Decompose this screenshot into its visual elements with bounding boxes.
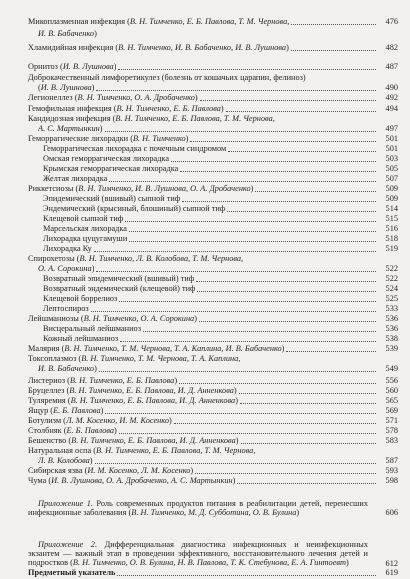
entry-title: Омская геморрагическая лихорадка (43, 154, 170, 163)
appendix-page-number: 606 (385, 508, 398, 518)
toc-entry[interactable] (0, 376, 410, 386)
entry-text (43, 334, 118, 343)
toc-entry[interactable] (0, 43, 410, 53)
dot-leader (200, 99, 376, 101)
entry-page-number: 503 (385, 154, 398, 163)
dot-leader (182, 200, 376, 202)
entry-page-number: 505 (385, 164, 398, 173)
toc-entry[interactable] (0, 476, 410, 486)
entry-close-paren: ) (113, 62, 117, 71)
entry-text (43, 224, 127, 233)
entry-title: Лихорадка Ку (43, 244, 92, 253)
toc-entry[interactable] (0, 446, 410, 456)
entry-close-paren: ) (190, 466, 194, 475)
entry-text (28, 134, 188, 143)
entry-title: Висцеральный лейшманиоз (43, 324, 141, 333)
entry-page-number: 539 (385, 344, 398, 353)
appendix-label: Приложение 1. (38, 499, 93, 508)
entry-page-number: 583 (385, 436, 398, 445)
entry-title: Токсоплазмоз ( (28, 354, 82, 363)
entry-page-number: 593 (385, 466, 398, 475)
entry-close-paren: ) (194, 93, 198, 102)
dot-leader (197, 290, 376, 292)
entry-text (28, 386, 237, 395)
entry-close-paren: ) (94, 29, 97, 38)
toc-entry[interactable] (0, 124, 410, 134)
dot-leader (129, 230, 376, 232)
entry-authors: И. В. Лушнова, О. А. Дробаченко, А. С. Мартынкин (51, 476, 233, 485)
dot-leader (105, 130, 376, 132)
entry-text (43, 294, 117, 303)
toc-entry[interactable] (0, 83, 410, 93)
entry-page-number: 549 (385, 364, 398, 373)
toc-entry[interactable] (0, 426, 410, 436)
entry-title: Кожный лейшманиоз (43, 334, 119, 343)
entry-page-number: 522 (385, 264, 398, 273)
entry-page-number: 571 (385, 416, 398, 425)
entry-authors: В. Н. Тимченко, Е. Б. Павлова (69, 376, 175, 385)
toc-entry[interactable] (0, 29, 410, 39)
entry-text (28, 376, 177, 385)
entry-close-paren: ) (281, 344, 285, 353)
entry-text (28, 93, 198, 102)
toc-entry[interactable] (0, 254, 410, 264)
dot-leader (125, 220, 376, 222)
entry-page-number: 507 (385, 174, 398, 183)
entry-authors: В. Н. Тимченко, О. А. Сорокина (83, 314, 195, 323)
entry-title: Лейшманиозы ( (28, 314, 84, 323)
entry-text (38, 456, 93, 465)
entry-text (43, 174, 107, 183)
dot-leader (195, 472, 376, 474)
toc-entry[interactable] (0, 284, 410, 294)
appendix-title: Дифференциальная диагностика инфекционных и неинфекционных экзантем — важный этап в проведении эффективного, восстановительного лечения детей и подростков ( (28, 540, 368, 568)
appendix-title: Роль современных продуктов питания в реабилитации детей, перенесших инфекционные заболевания ( (28, 499, 368, 518)
entry-title: Хламидийная инфекция ( (28, 43, 119, 52)
entry-text (28, 446, 255, 455)
entry-authors: Е. Б. Павлова (66, 426, 115, 435)
entry-page-number: 560 (385, 386, 398, 395)
entry-page-number: 487 (385, 62, 398, 71)
entry-title: Лихорадка цуцугамуши (43, 234, 128, 243)
entry-page-number: 587 (385, 456, 398, 465)
entry-title: Доброкачественный лимфоретикулез (болезнь от кошачьих царапин, фелиноз) (28, 73, 306, 82)
entry-close-paren: ) (174, 376, 178, 385)
entry-close-paren: ) (168, 416, 172, 425)
toc-entry[interactable] (0, 244, 410, 254)
entry-text (28, 436, 239, 445)
entry-title: Бруцеллез ( (28, 386, 70, 395)
toc-entry[interactable] (0, 204, 410, 214)
entry-close-paren: ) (235, 436, 239, 445)
dot-leader (171, 160, 376, 162)
entry-title: Марсельская лихорадка (43, 224, 127, 233)
entry-title: Ящур ( (28, 406, 54, 415)
entry-page-number: 516 (385, 224, 398, 233)
toc-entry[interactable] (0, 114, 410, 124)
dot-leader (118, 68, 376, 70)
entry-text (28, 406, 103, 415)
dot-leader (228, 150, 376, 152)
entry-text (28, 62, 116, 71)
toc-entry[interactable] (0, 154, 410, 164)
entry-authors: Е. Б. Павлова (53, 406, 101, 415)
toc-entry[interactable] (0, 274, 410, 284)
dot-leader (179, 382, 376, 384)
dot-leader (109, 180, 376, 182)
entry-title: Гемофильная инфекция ( (28, 104, 117, 113)
entry-close-paren: ) (194, 314, 197, 323)
dot-leader (143, 330, 376, 332)
entry-authors: Л. В. Колобова (38, 456, 90, 465)
toc-entry[interactable] (0, 184, 410, 194)
appendix-label: Приложение 2. (38, 540, 98, 549)
dot-leader (240, 402, 376, 404)
appendix-1[interactable] (28, 499, 368, 517)
entry-close-paren: ) (220, 104, 224, 113)
toc-entry[interactable] (0, 386, 410, 396)
appendix-authors: В. Н. Тимченко, О. В. Булина, Н. В. Павлова, Т. К. Стебунова, Е. А. Гинтоевт (72, 558, 346, 568)
dot-leader (91, 310, 376, 312)
toc-entry[interactable] (0, 456, 410, 466)
entry-text (43, 154, 169, 163)
entry-text (28, 466, 193, 475)
dot-leader (196, 280, 376, 282)
toc-entry[interactable] (0, 214, 410, 224)
entry-page-number: 501 (385, 144, 398, 153)
entry-title: Желтая лихорадка (43, 174, 108, 183)
entry-text (28, 416, 172, 425)
toc-entry[interactable] (0, 324, 410, 334)
entry-page-number: 536 (385, 324, 398, 333)
entry-text (28, 354, 240, 363)
dot-leader (291, 49, 376, 51)
toc-entry[interactable] (0, 406, 410, 416)
toc-entry[interactable] (0, 314, 410, 324)
entry-text (28, 104, 224, 113)
entry-close-paren: ) (235, 396, 238, 405)
entry-authors: И. М. Косенко, Л. М. Косенко (87, 466, 191, 475)
dot-leader (180, 170, 376, 172)
entry-authors: В. Н. Тимченко, Е. Б. Павлова, И. Д. Анненкова (69, 386, 234, 395)
entry-text (43, 204, 225, 213)
entry-close-paren: ) (114, 426, 117, 435)
entry-page-number: 524 (385, 284, 398, 293)
dot-leader (95, 462, 376, 464)
entry-authors: Л. М. Косенко, И. М. Косенко (65, 416, 169, 425)
entry-close-paren: ) (232, 476, 236, 485)
entry-text (43, 234, 127, 243)
entry-authors: В. Н. Тимченко, Л. В. Колобова, Т. М. Чернова, (79, 254, 244, 263)
entry-authors: В. Н. Тимченко (132, 134, 186, 143)
entry-authors: В. Н. Тимченко, Е. Б. Павлова, Т. М. Чернова, (115, 114, 275, 123)
entry-page-number: 509 (385, 194, 398, 203)
entry-title: Листериоз ( (28, 376, 70, 385)
entry-page-number: 514 (385, 204, 398, 213)
toc-entry[interactable] (0, 134, 410, 144)
toc-entry[interactable] (0, 364, 410, 374)
entry-text (38, 364, 97, 373)
entry-close-paren: ) (286, 43, 289, 52)
entry-title: Столбняк ( (28, 426, 67, 435)
toc-entry[interactable] (0, 104, 410, 114)
toc-entry[interactable] (0, 73, 410, 83)
entry-title: Геморрагическая лихорадка с почечным синдромом (43, 144, 227, 153)
dot-leader (174, 422, 376, 424)
entry-close-paren: ) (94, 364, 97, 373)
toc-entry[interactable] (0, 224, 410, 234)
entry-title: Микоплазменная инфекция ( (28, 17, 130, 26)
toc-entry[interactable] (0, 416, 410, 426)
entry-title: Лептоспироз (43, 304, 89, 313)
entry-page-number: 518 (385, 234, 398, 243)
toc-entry[interactable] (0, 334, 410, 344)
dot-leader (237, 482, 376, 484)
dot-leader (286, 350, 376, 352)
entry-authors: И. В. Бабаченко (38, 364, 95, 373)
dot-leader (129, 240, 376, 242)
dot-leader (105, 412, 376, 414)
entry-title: Риккетсиозы ( (28, 184, 79, 193)
entry-page-number: 536 (385, 314, 398, 323)
toc-entry[interactable] (0, 194, 410, 204)
entry-title: Ботулизм ( (28, 416, 66, 425)
toc-entry[interactable] (0, 234, 410, 244)
entry-text (38, 83, 94, 92)
entry-title: Возвратный эпидемический (вшивый) тиф (43, 274, 195, 283)
entry-text (28, 426, 117, 435)
toc-entry[interactable] (0, 294, 410, 304)
entry-page-number: 509 (385, 184, 398, 193)
dot-leader (99, 370, 376, 372)
dot-leader (199, 320, 376, 322)
toc-entry[interactable] (0, 396, 410, 406)
entry-title: Чума ( (28, 476, 52, 485)
entry-title: Кандидозная инфекция ( (28, 114, 116, 123)
dot-leader (255, 190, 376, 192)
dot-leader (226, 110, 376, 112)
entry-text (43, 244, 92, 253)
entry-authors: В. Н. Тимченко, О. А. Дробаченко (77, 93, 195, 102)
entry-page-number: 569 (385, 406, 398, 415)
entry-text (28, 396, 238, 405)
entry-title: Клещевой сыпной тиф (43, 214, 124, 223)
entry-text (28, 254, 243, 263)
entry-authors: И. В. Бабаченко (38, 29, 95, 38)
entry-title: Эндемический (крысиный, блошиный) сыпной тиф (43, 204, 226, 213)
entry-authors: В. Н. Тимченко, Е. Б. Павлова, И. Д. Анненкова (70, 396, 236, 405)
entry-title: Возвратный эндемический (клещевой) тиф (43, 284, 196, 293)
entry-title: Крымская геморрагическая лихорадка (43, 164, 179, 173)
entry-page-number: 476 (385, 17, 398, 26)
entry-page-number: 578 (385, 426, 398, 435)
entry-page-number: 492 (385, 93, 398, 102)
dot-leader (291, 23, 376, 25)
entry-page-number: 598 (385, 476, 398, 485)
dot-leader (117, 574, 376, 576)
entry-text (28, 314, 197, 323)
dot-leader (96, 89, 376, 91)
entry-text (38, 124, 103, 133)
dot-leader (94, 250, 376, 252)
entry-text (43, 274, 194, 283)
toc-entry[interactable] (0, 344, 410, 354)
appendix-authors: В. Н. Тимченко, М. Д. Субботина, О. В. Булина (131, 508, 297, 518)
toc-entry[interactable] (0, 144, 410, 154)
toc-entry[interactable] (0, 466, 410, 476)
entry-title: Спирохетозы ( (28, 254, 80, 263)
entry-page-number: 490 (385, 83, 398, 92)
entry-page-number: 556 (385, 376, 398, 385)
entry-close-paren: ) (250, 184, 254, 193)
entry-authors: И. В. Лушнова (40, 83, 92, 92)
entry-text (28, 114, 275, 123)
entry-authors: В. Н. Тимченко, И. В. Лушнова, О. А. Дробаченко (78, 184, 251, 193)
entry-text (43, 214, 123, 223)
entry-text (43, 284, 195, 293)
toc-entry[interactable] (0, 436, 410, 446)
toc-entry[interactable] (0, 17, 410, 27)
entry-authors: В. Н. Тимченко, Е. Б. Павлова, И. Д. Анненкова (71, 436, 236, 445)
appendix-page-number: 612 (385, 558, 398, 568)
entry-title: Туляремия ( (28, 396, 71, 405)
entry-close-paren: ) (185, 134, 189, 143)
entry-text (38, 264, 94, 273)
toc-entry[interactable] (0, 174, 410, 184)
entry-title: Бешенство ( (28, 436, 72, 445)
dot-leader (239, 392, 376, 394)
dot-leader (190, 140, 376, 142)
entry-text (43, 144, 226, 153)
entry-title: Клещевой боррелиоз (43, 294, 118, 303)
entry-text (28, 184, 253, 193)
entry-text (43, 324, 141, 333)
entry-authors: В. Н. Тимченко, Е. Б. Павлова, Т. М. Чернова, (129, 17, 290, 26)
entry-text (28, 344, 284, 353)
entry-text (38, 29, 97, 38)
dot-leader (120, 340, 376, 342)
entry-text (43, 164, 178, 173)
entry-page-number: 565 (385, 396, 398, 405)
entry-authors: В. Н. Тимченко, Е. Б. Павлова, Т. М. Чернова, (95, 446, 256, 455)
subject-index-title: Предметный указатель (28, 568, 116, 577)
entry-close-paren: ) (99, 124, 103, 133)
dot-leader (119, 300, 376, 302)
dot-leader (241, 442, 376, 444)
entry-close-paren: ) (233, 386, 237, 395)
entry-authors: В. Н. Тимченко, Т. М. Чернова, Т. А. Каплина, И. В. Бабаченко (64, 344, 282, 353)
entry-title: Натуральная оспа ( (28, 446, 96, 455)
entry-close-paren: ) (89, 456, 93, 465)
entry-text (28, 476, 235, 485)
entry-page-number: 501 (385, 134, 398, 143)
entry-page-number: 538 (385, 334, 398, 343)
entry-title: Эпидемический (вшивый) сыпной тиф (43, 194, 181, 203)
entry-authors: В. Н. Тимченко, Е. Б. Павлова (116, 104, 221, 113)
entry-authors: О. А. Сорокина (38, 264, 92, 273)
entry-authors: В. Н. Тимченко, Т. М. Чернова, Т. А. Каплина, (81, 354, 241, 363)
entry-page-number: 522 (385, 274, 398, 283)
appendix-close-paren: ) (296, 508, 300, 518)
entry-text (43, 194, 180, 203)
entry-authors: И. В. Лушнова (62, 62, 114, 71)
dot-leader (227, 210, 376, 212)
toc-entry[interactable] (0, 62, 410, 72)
entry-close-paren: ) (91, 83, 95, 92)
entry-text (43, 304, 89, 313)
dot-leader (119, 432, 376, 434)
appendix-close-paren: ) (345, 558, 349, 568)
entry-title: Малярия ( (28, 344, 65, 353)
entry-title: Геморрагические лихорадки ( (28, 134, 133, 143)
entry-page-number: 497 (385, 124, 398, 133)
toc-entry[interactable] (0, 304, 410, 314)
entry-page-number: 525 (385, 294, 398, 303)
entry-page-number: 515 (385, 214, 398, 223)
entry-authors: А. С. Мартынкин (38, 124, 100, 133)
entry-close-paren: ) (91, 264, 95, 273)
subject-index-page: 619 (385, 568, 398, 577)
entry-text (28, 43, 289, 52)
entry-title: ( (38, 83, 41, 92)
entry-text (28, 73, 306, 82)
appendix-2[interactable] (28, 540, 368, 568)
entry-close-paren: ) (100, 406, 104, 415)
entry-authors: В. Н. Тимченко, И. В. Бабаченко, И. В. Лушнова (118, 43, 287, 52)
entry-page-number: 482 (385, 43, 398, 52)
entry-title: Сибирская язва ( (28, 466, 88, 475)
entry-page-number: 533 (385, 304, 398, 313)
entry-text (28, 17, 289, 26)
toc-entry[interactable] (0, 264, 410, 274)
entry-title: Орнитоз ( (28, 62, 63, 71)
dot-leader (96, 270, 376, 272)
toc-entry[interactable] (0, 354, 410, 364)
entry-page-number: 494 (385, 104, 398, 113)
toc-entry[interactable] (0, 93, 410, 103)
entry-title: Легионеллез ( (28, 93, 78, 102)
toc-entry[interactable] (0, 164, 410, 174)
entry-page-number: 519 (385, 244, 398, 253)
